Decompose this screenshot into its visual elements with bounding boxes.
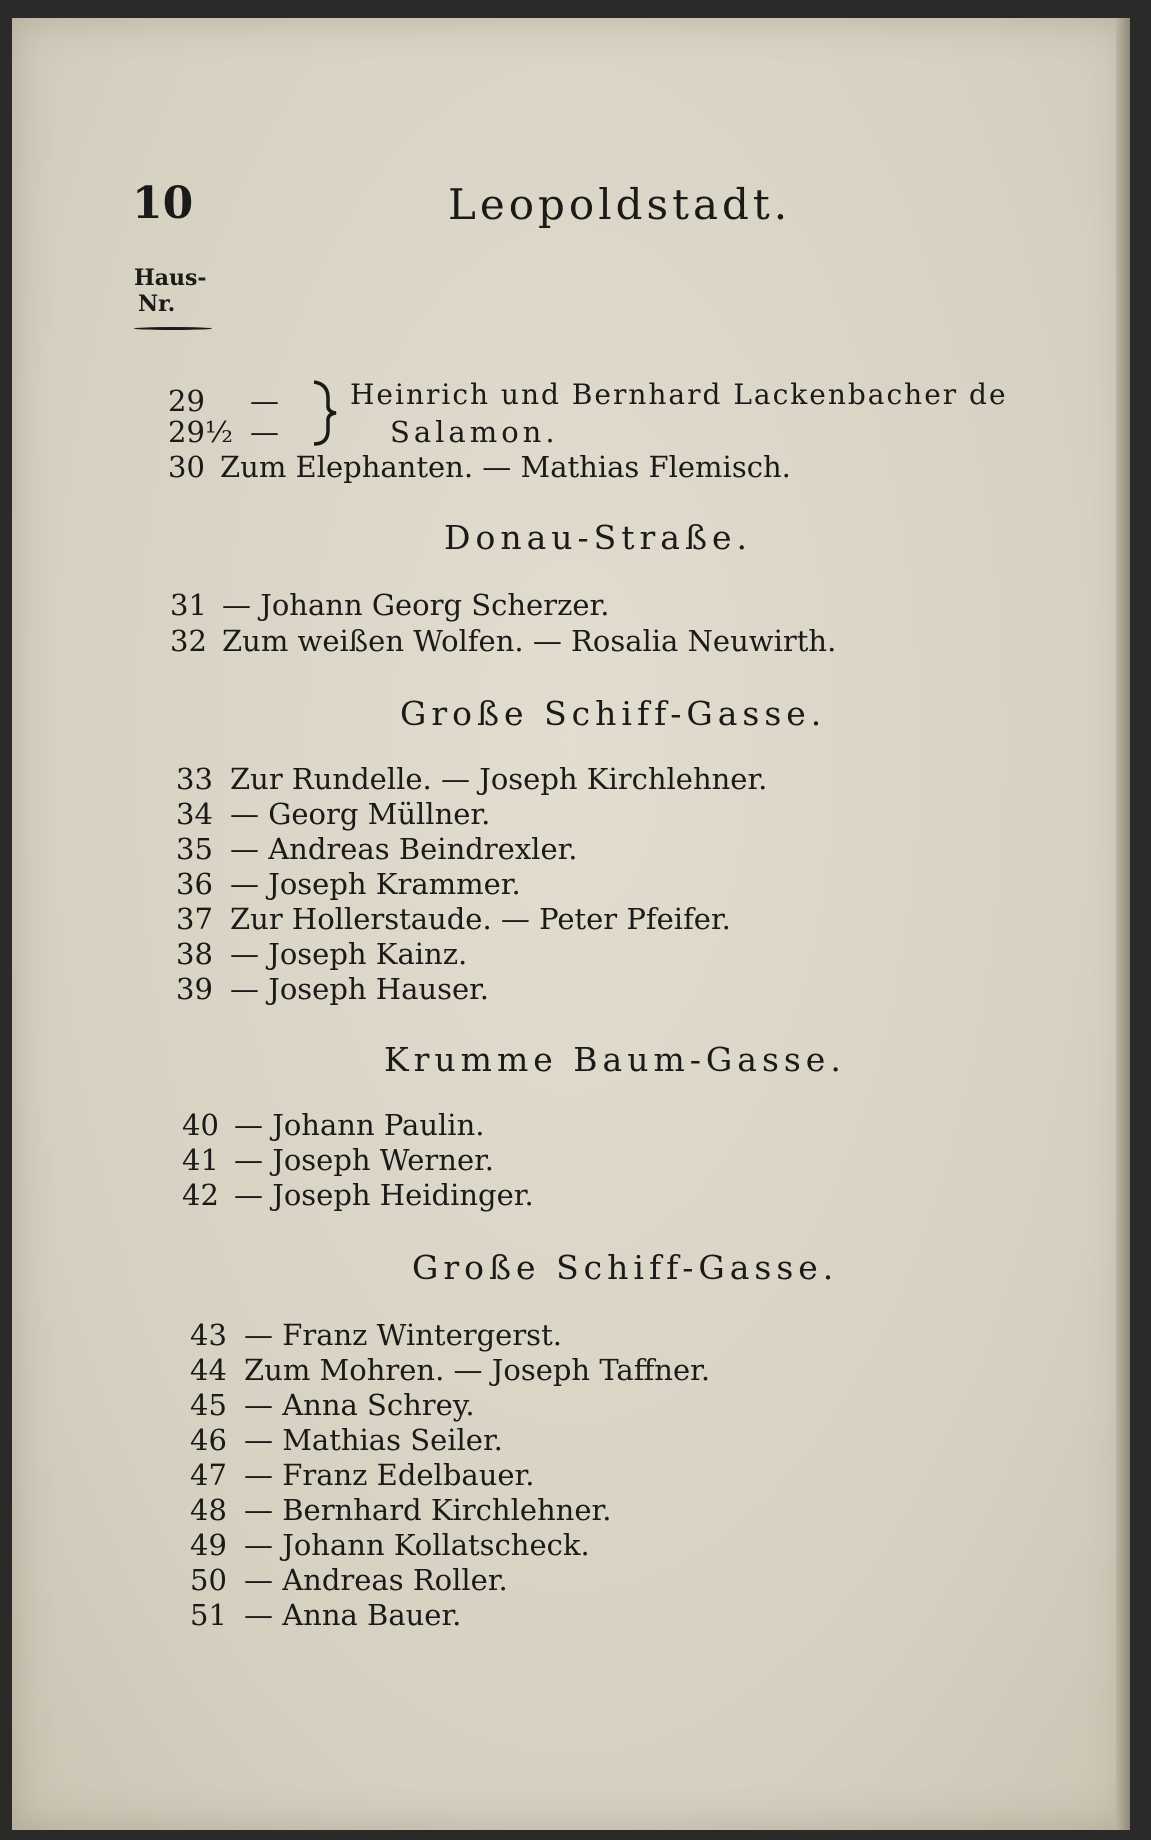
- list-item: [182, 1108, 484, 1142]
- list-item: [190, 1388, 475, 1422]
- list-item: [170, 624, 836, 658]
- list-item: [176, 762, 767, 796]
- house-number: 35: [176, 832, 213, 866]
- house-number: 45: [190, 1388, 227, 1422]
- list-item: [176, 937, 467, 971]
- house-number: 29½: [168, 415, 234, 449]
- entry-text: — Johann Kollatscheck.: [244, 1528, 590, 1562]
- entry-text: —: [250, 415, 279, 449]
- house-number: 36: [176, 867, 213, 901]
- house-number: 32: [170, 624, 207, 658]
- running-title: Leopoldstadt.: [448, 180, 792, 229]
- list-item: [190, 1598, 461, 1632]
- entry-text: —: [250, 384, 279, 418]
- list-item: [182, 1178, 534, 1212]
- entry-text: Zum weißen Wolfen. — Rosalia Neuwirth.: [222, 624, 837, 658]
- house-number: 29: [168, 384, 205, 418]
- entry-text: Zum Mohren. — Joseph Taffner.: [244, 1353, 711, 1387]
- list-item: [170, 588, 609, 622]
- list-item: [190, 1563, 508, 1597]
- page-header: [132, 178, 1032, 238]
- book-page: [12, 18, 1130, 1830]
- list-item: [190, 1318, 562, 1352]
- house-number: 41: [182, 1143, 219, 1177]
- entry-text: Zur Hollerstaude. — Peter Pfeifer.: [230, 902, 731, 936]
- entry-text: — Joseph Krammer.: [230, 867, 521, 901]
- column-head-line2: Nr.: [138, 291, 176, 317]
- entry-text: — Joseph Hauser.: [230, 972, 490, 1006]
- list-item: [176, 832, 578, 866]
- page-number: 10: [132, 178, 194, 229]
- entry-text: — Bernhard Kirchlehner.: [244, 1493, 612, 1527]
- list-item: [176, 972, 489, 1006]
- section-heading: Große Schiff-Gasse.: [412, 1248, 839, 1287]
- entry-text: — Mathias Seiler.: [244, 1423, 503, 1457]
- list-item: [190, 1493, 611, 1527]
- list-item: [190, 1528, 590, 1562]
- list-item: [176, 867, 521, 901]
- house-number: 34: [176, 797, 213, 831]
- entry-text: Zum Elephanten. — Mathias Flemisch.: [220, 450, 791, 484]
- house-number: 46: [190, 1423, 227, 1457]
- column-head: [134, 265, 212, 330]
- entry-text: — Andreas Roller.: [244, 1563, 508, 1597]
- bracket-name-line1: Heinrich und Bernhard Lackenbacher de: [350, 378, 1008, 411]
- entry-text: — Joseph Heidinger.: [234, 1178, 534, 1212]
- entry-text: — Anna Bauer.: [244, 1598, 462, 1632]
- entry-text: — Georg Müllner.: [230, 797, 491, 831]
- list-item: [182, 1143, 494, 1177]
- entry-text: — Anna Schrey.: [244, 1388, 475, 1422]
- list-item: [190, 1458, 534, 1492]
- house-number: 50: [190, 1563, 227, 1597]
- house-number: 37: [176, 902, 213, 936]
- list-item: [190, 1353, 710, 1387]
- section-heading: Donau-Straße.: [444, 518, 753, 557]
- entry-text: — Johann Paulin.: [234, 1108, 485, 1142]
- column-head-line1: Haus-: [134, 265, 207, 291]
- house-number: 44: [190, 1353, 227, 1387]
- entry-text: — Andreas Beindrexler.: [230, 832, 578, 866]
- list-item: [176, 902, 731, 936]
- list-item: [168, 450, 791, 484]
- list-item: [168, 415, 279, 449]
- bracket-name-line2: Salamon.: [390, 415, 559, 449]
- list-item: [190, 1423, 503, 1457]
- entry-text: — Franz Edelbauer.: [244, 1458, 535, 1492]
- house-number: 48: [190, 1493, 227, 1527]
- entry-text: — Johann Georg Scherzer.: [222, 588, 610, 622]
- entry-text: — Joseph Werner.: [234, 1143, 495, 1177]
- page-spine-edge: [1116, 18, 1130, 1830]
- house-number: 30: [168, 450, 205, 484]
- entry-text: — Joseph Kainz.: [230, 937, 468, 971]
- house-number: 31: [170, 588, 207, 622]
- house-number: 47: [190, 1458, 227, 1492]
- section-heading: Krumme Baum-Gasse.: [384, 1040, 846, 1079]
- section-heading: Große Schiff-Gasse.: [400, 694, 827, 733]
- brace-icon: [310, 378, 340, 448]
- house-number: 51: [190, 1598, 227, 1632]
- column-head-rule: [134, 327, 212, 330]
- list-item: [176, 797, 490, 831]
- entry-text: — Franz Wintergerst.: [244, 1318, 562, 1352]
- list-item: [168, 384, 279, 418]
- house-number: 49: [190, 1528, 227, 1562]
- house-number: 39: [176, 972, 213, 1006]
- house-number: 38: [176, 937, 213, 971]
- entry-text: Zur Rundelle. — Joseph Kirchlehner.: [230, 762, 768, 796]
- house-number: 42: [182, 1178, 219, 1212]
- house-number: 33: [176, 762, 213, 796]
- house-number: 43: [190, 1318, 227, 1352]
- house-number: 40: [182, 1108, 219, 1142]
